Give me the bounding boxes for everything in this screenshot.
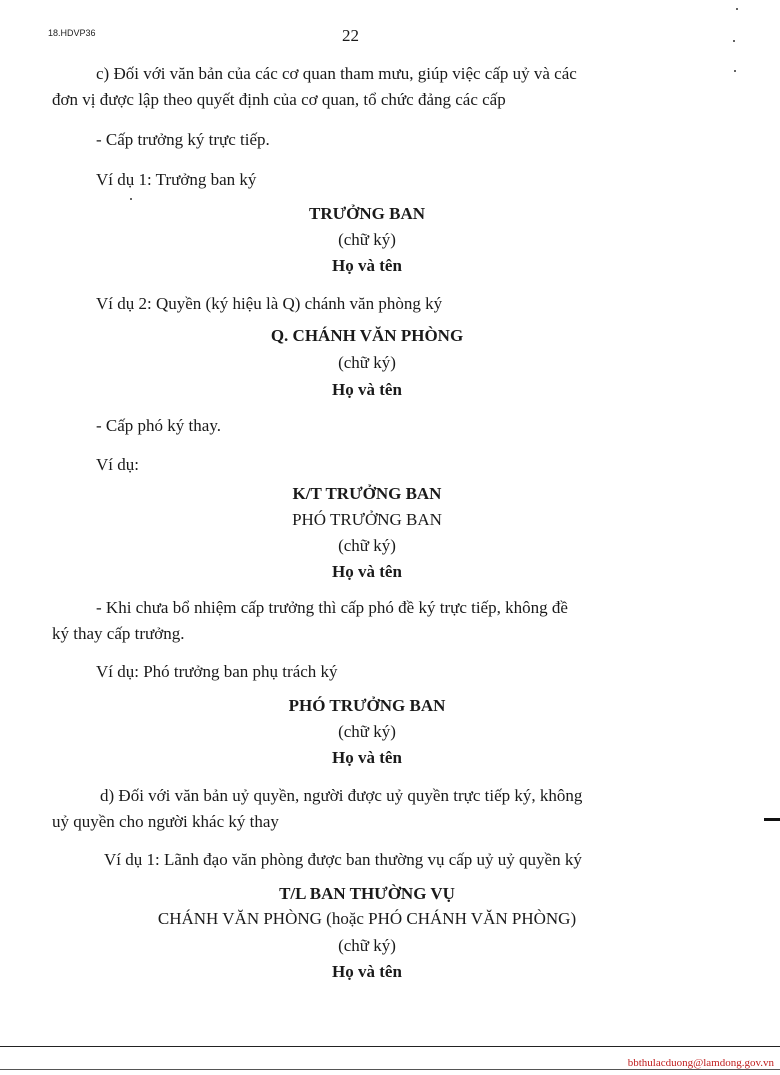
example1-name: Họ và tên	[332, 256, 402, 275]
example2-title: Q. CHÁNH VĂN PHÒNG	[270, 326, 464, 345]
margin-mark	[764, 818, 780, 821]
example3-intro: Ví dụ:	[96, 455, 139, 474]
example4-name: Họ và tên	[332, 748, 402, 767]
scan-speck	[734, 70, 736, 72]
example4-intro: Ví dụ: Phó trưởng ban phụ trách ký	[96, 662, 338, 681]
example1-intro: Ví dụ 1: Trưởng ban ký	[96, 170, 257, 189]
example4-signature: (chữ ký)	[338, 722, 396, 741]
example4-title: PHÓ TRƯỞNG BAN	[288, 696, 446, 715]
example2-name: Họ và tên	[332, 380, 402, 399]
scan-speck	[130, 198, 132, 200]
watermark-email: bbthulacduong@lamdong.gov.vn	[627, 1057, 774, 1069]
section-d-line2: uỷ quyền cho người khác ký thay	[52, 812, 279, 831]
section-d-line1: d) Đối với văn bản uỷ quyền, người được uỷ quyền trực tiếp ký, không	[100, 786, 583, 805]
example3-signature: (chữ ký)	[338, 536, 396, 555]
page-number: 22	[342, 26, 359, 45]
example5-intro: Ví dụ 1: Lãnh đạo văn phòng được ban thường vụ cấp uỷ uỷ quyền ký	[104, 850, 582, 869]
direct-sign-text: - Cấp trưởng ký trực tiếp.	[96, 130, 270, 149]
example5-signature: (chữ ký)	[338, 936, 396, 955]
example3-subtitle: PHÓ TRƯỞNG BAN	[292, 510, 442, 529]
bottom-rule	[0, 1046, 780, 1047]
example5-name: Họ và tên	[332, 962, 402, 981]
no-head-line2: ký thay cấp trưởng.	[52, 624, 185, 643]
example2-intro: Ví dụ 2: Quyền (ký hiệu là Q) chánh văn phòng ký	[96, 294, 443, 313]
scan-speck	[733, 40, 735, 42]
bottom-rule-lower	[0, 1069, 780, 1070]
no-head-line1: - Khi chưa bổ nhiệm cấp trưởng thì cấp phó đề ký trực tiếp, không đề	[96, 598, 568, 617]
example3-title: K/T TRƯỞNG BAN	[292, 484, 442, 503]
example1-signature: (chữ ký)	[338, 230, 396, 249]
document-code: 18.HDVP36	[48, 28, 96, 38]
example5-title: T/L BAN THƯỜNG VỤ	[279, 884, 455, 903]
example1-title: TRƯỞNG BAN	[308, 204, 425, 223]
section-c-line2: đơn vị được lập theo quyết định của cơ quan, tổ chức đảng các cấp	[52, 90, 506, 109]
example2-signature: (chữ ký)	[338, 353, 396, 372]
section-c-line1: c) Đối với văn bản của các cơ quan tham mưu, giúp việc cấp uỷ và các	[96, 64, 577, 83]
example3-name: Họ và tên	[332, 562, 402, 581]
example5-subtitle: CHÁNH VĂN PHÒNG (hoặc PHÓ CHÁNH VĂN PHÒNG)	[157, 909, 577, 928]
deputy-sign-text: - Cấp phó ký thay.	[96, 416, 221, 435]
scan-speck	[736, 8, 738, 10]
